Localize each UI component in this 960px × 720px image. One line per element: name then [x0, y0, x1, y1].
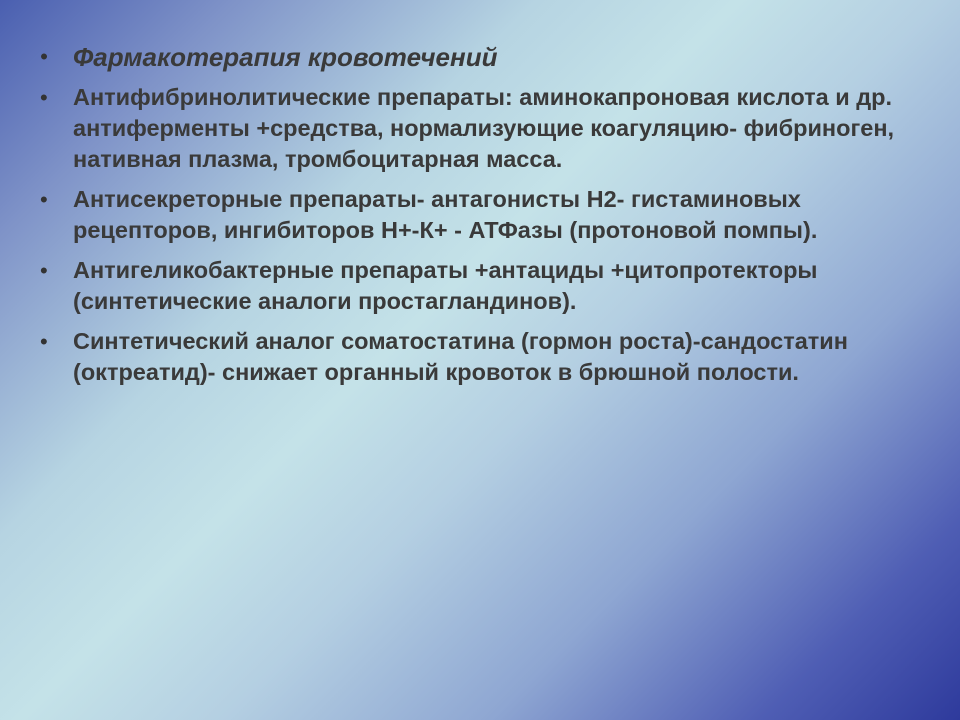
- bullet-text: Синтетический аналог соматостатина (гормон роста)-сандостатин (октреатид)- снижает органный кровоток в брюшной полости.: [73, 328, 848, 385]
- bullet-icon: •: [40, 85, 48, 110]
- bullet-item: [36, 326, 916, 388]
- slide-title-text: Фармакотерапия кровотечений: [73, 42, 498, 72]
- bullet-text: Антифибринолитические препараты: аминокапроновая кислота и др. антиферменты +средства, нормализующие коагуляцию- фибриноген, нативная плазма, тромбоцитарная масса.: [73, 84, 895, 172]
- bullet-item: [36, 255, 916, 317]
- bullet-icon: •: [40, 44, 48, 69]
- bullet-icon: •: [40, 258, 48, 283]
- bullet-text: Антигеликобактерные препараты +антациды +цитопротекторы (синтетические аналоги простагландинов).: [73, 257, 818, 314]
- bullet-icon: •: [40, 329, 48, 354]
- bullet-item: [36, 82, 916, 175]
- bullet-list: [36, 40, 916, 397]
- bullet-icon: •: [40, 187, 48, 212]
- slide-title: [36, 40, 916, 74]
- bullet-text: Антисекреторные препараты- антагонисты Н2- гистаминовых рецепторов, ингибиторов Н+-К+ - АТФазы (протоновой помпы).: [73, 186, 818, 243]
- bullet-item: [36, 184, 916, 246]
